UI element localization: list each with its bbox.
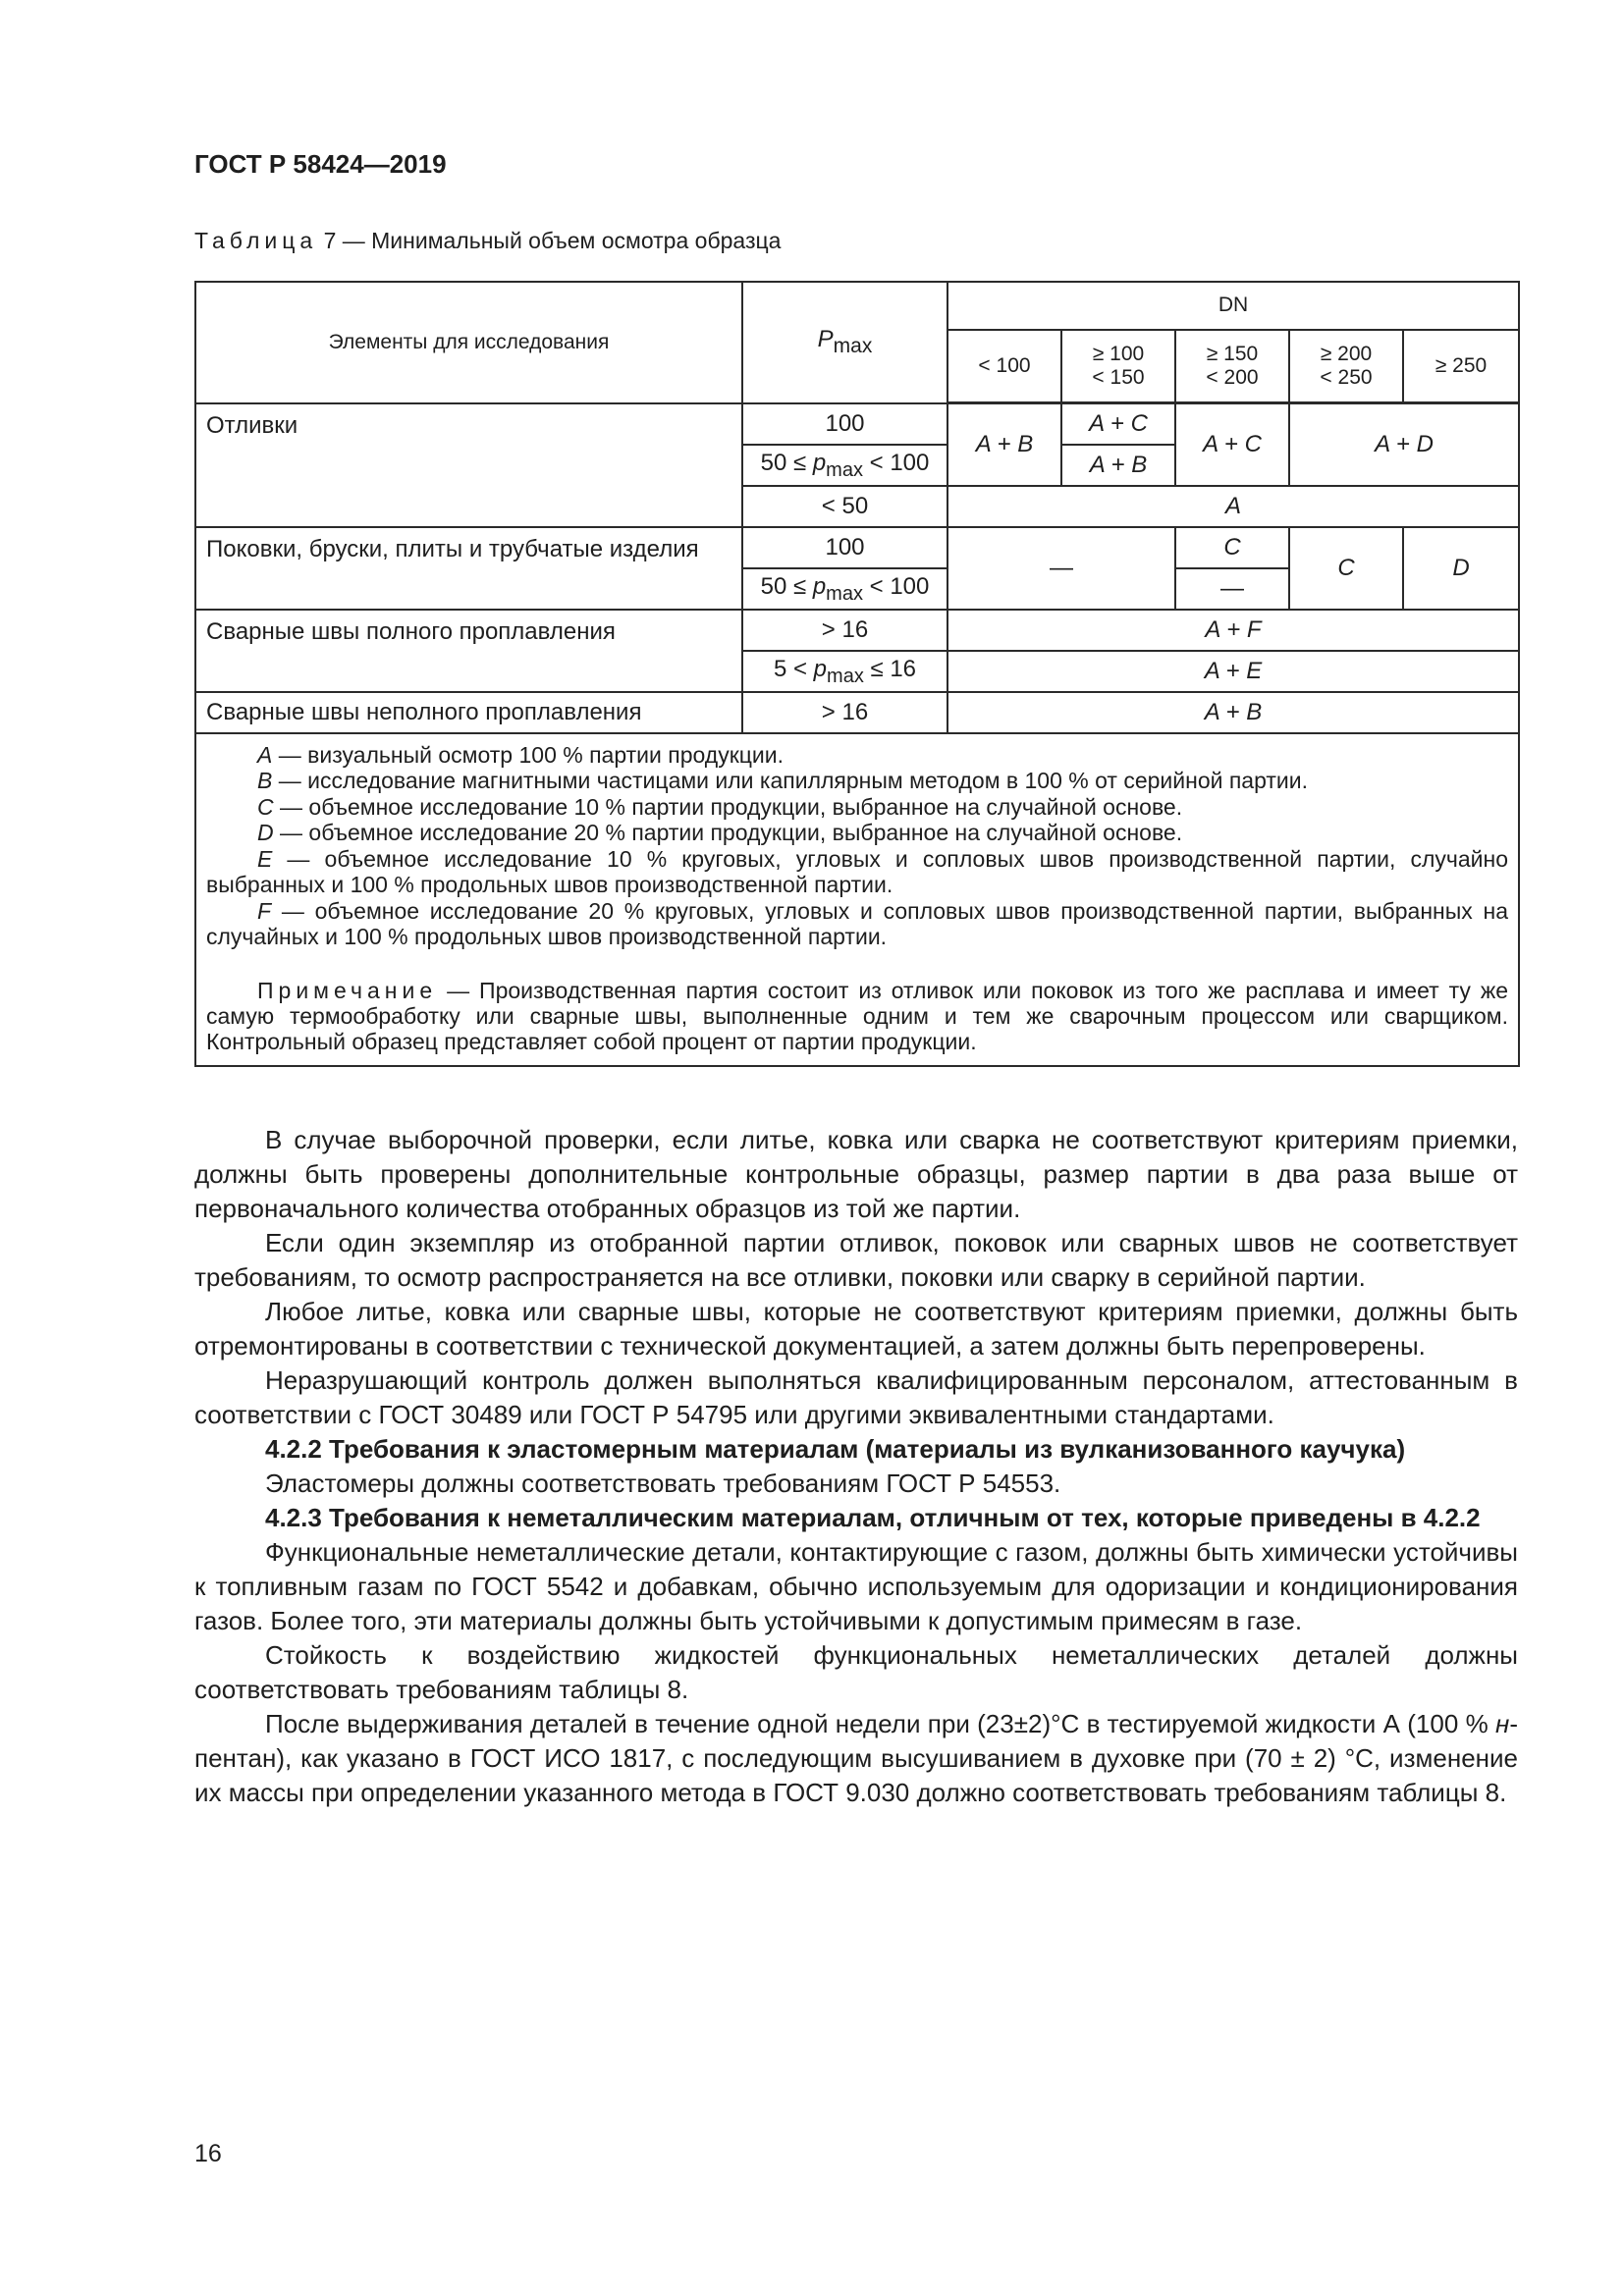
result-cell: A + D	[1289, 403, 1519, 487]
paragraph: Стойкость к воздействию жидкостей функциональных неметаллических деталей должны соответствовать требованиям таблицы 8.	[194, 1640, 1518, 1704]
result-cell: C	[1289, 527, 1403, 610]
result-cell: A + F	[947, 610, 1519, 651]
pmax-cell: 100	[742, 403, 947, 446]
result-cell: —	[947, 527, 1175, 610]
table-caption	[194, 228, 781, 254]
header-dn: DN	[947, 282, 1519, 330]
pmax-cell: 100	[742, 527, 947, 568]
paragraph: После выдерживания деталей в течение одной недели при (23±2)°С в тестируемой жидкости А (100 % н-пентан), как указано в ГОСТ ИСО 1817, с последующим высушиванием в духовке при (70 ± 2) °С, изменение их массы при определении указанного метода в ГОСТ 9.030 должно соответствовать требованиям таблицы 8.	[194, 1709, 1518, 1807]
section-heading-4-2-2: 4.2.2 Требования к эластомерным материалам (материалы из вулканизованного каучука)	[265, 1434, 1406, 1464]
inspection-table	[194, 281, 1520, 1067]
header-dn-col: ≥ 200 < 250	[1289, 330, 1403, 403]
result-cell: A + B	[947, 692, 1519, 733]
result-cell: A + C	[1061, 403, 1175, 446]
paragraph: Неразрушающий контроль должен выполняться квалифицированным персоналом, аттестованным в соответствии с ГОСТ 30489 или ГОСТ Р 54795 или другими эквивалентными стандартами.	[194, 1365, 1518, 1429]
table-legend	[195, 733, 1519, 1066]
pmax-cell: $50 \le p_{max} < 100$	[742, 568, 947, 610]
pmax-cell: < 50	[742, 486, 947, 527]
legend-item: D — объемное исследование 20 % партии продукции, выбранное на случайной основе.	[257, 820, 1183, 846]
result-cell: D	[1403, 527, 1519, 610]
legend-item: E — объемное исследование 10 % круговых, угловых и сопловых швов производственной партии, случайно выбранных и 100 % продольных швов производственной партии.	[206, 845, 1508, 898]
table-caption-title: 7 — Минимальный объем осмотра образца	[317, 228, 782, 253]
legend-item: C — объемное исследование 10 % партии продукции, выбранное на случайной основе.	[257, 793, 1183, 820]
paragraph: Функциональные неметаллические детали, контактирующие с газом, должны быть химически устойчивы к топливным газам по ГОСТ 5542 и добавкам, обычно используемым для одоризации и кондиционирования газов. Более того, эти материалы должны быть устойчивыми к допустимым примесям в газе.	[194, 1537, 1518, 1635]
paragraph: Любое литье, ковка или сварные швы, которые не соответствуют критериям приемки, должны быть отремонтированы в соответствии с технической документацией, а затем должны быть перепроверены.	[194, 1297, 1518, 1361]
legend-item: A — визуальный осмотр 100 % партии продукции.	[257, 742, 785, 768]
body-text	[194, 1123, 1518, 1810]
section-heading-4-2-3: 4.2.3 Требования к неметаллическим материалам, отличным от тех, которые приведены в 4.2.2	[265, 1503, 1481, 1532]
paragraph: Эластомеры должны соответствовать требованиям ГОСТ Р 54553.	[265, 1468, 1061, 1498]
result-cell: C	[1175, 527, 1289, 568]
result-cell: A + B	[1061, 445, 1175, 486]
header-dn-col: < 100	[947, 330, 1061, 403]
result-cell: A + B	[947, 403, 1061, 487]
pmax-cell: $5 < p_{max} \le 16$	[742, 651, 947, 692]
result-cell: —	[1175, 568, 1289, 610]
result-cell: A + C	[1175, 403, 1289, 487]
header-pmax: $P_{max}$	[742, 282, 947, 403]
paragraph: В случае выборочной проверки, если литье, ковка или сварка не соответствуют критериям приемки, должны быть проверены дополнительные контрольные образцы, размер партии в два раза выше от первоначального количества отобранных образцов из той же партии.	[194, 1125, 1518, 1223]
pmax-cell: > 16	[742, 692, 947, 733]
page-number: 16	[194, 2140, 222, 2167]
header-dn-col: ≥ 250	[1403, 330, 1519, 403]
legend-item: B — исследование магнитными частицами или капиллярным методом в 100 % от серийной партии.	[257, 768, 1308, 794]
table-caption-word: Таблица	[194, 228, 318, 253]
result-cell: A	[947, 486, 1519, 527]
header-dn-col: ≥ 100 < 150	[1061, 330, 1175, 403]
row-label-forgings: Поковки, бруски, плиты и трубчатые изделия	[195, 527, 742, 610]
legend-item: F — объемное исследование 20 % круговых, угловых и сопловых швов производственной партии, выбранных на случайных и 100 % продольных швов производственной партии.	[206, 897, 1508, 950]
pmax-cell: $50 \le p_{max} < 100$	[742, 445, 947, 486]
row-label-partial-weld: Сварные швы неполного проплавления	[195, 692, 742, 733]
header-elements: Элементы для исследования	[195, 282, 742, 403]
table-note: Примечание — Производственная партия состоит из отливок или поковок из того же расплава и имеет ту же самую термообработку или сварные швы, выполненные одним и тем же сварочным процессом или сварщиком. Контрольный образец представляет собой процент от партии продукции.	[206, 977, 1508, 1055]
document-header: ГОСТ Р 58424—2019	[194, 149, 447, 179]
result-cell: A + E	[947, 651, 1519, 692]
row-label-full-weld: Сварные швы полного проплавления	[195, 610, 742, 692]
pmax-cell: > 16	[742, 610, 947, 651]
row-label-castings: Отливки	[195, 403, 742, 528]
header-dn-col: ≥ 150 < 200	[1175, 330, 1289, 403]
paragraph: Если один экземпляр из отобранной партии отливок, поковок или сварных швов не соответствует требованиям, то осмотр распространяется на все отливки, поковки или сварку в серийной партии.	[194, 1228, 1518, 1292]
